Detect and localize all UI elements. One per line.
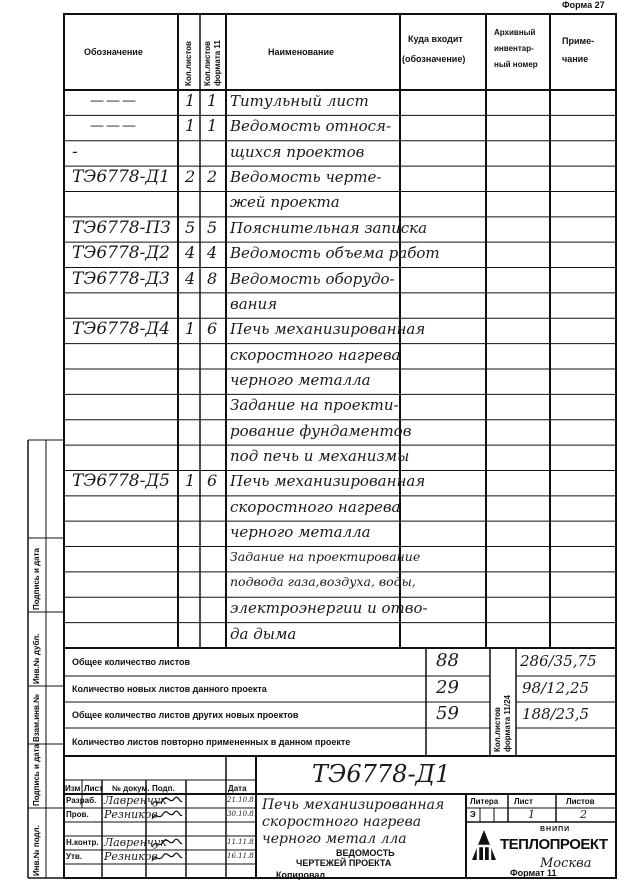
table-row xyxy=(64,572,616,597)
table-row xyxy=(64,445,616,470)
table-row xyxy=(64,293,616,318)
row-name: скоростного нагрева xyxy=(230,345,401,364)
stamp-col-izm: Изм xyxy=(65,784,81,793)
row-sheet-count: 1 xyxy=(185,319,196,339)
stamp-col-list: Лист xyxy=(84,784,103,793)
stamp-city: Москва xyxy=(540,856,592,871)
total-label-reused: Количество листов повторно примененных в данном проекте xyxy=(72,737,351,747)
header-naimenovanie: Наименование xyxy=(268,47,335,57)
row-name: щихся проектов xyxy=(230,142,365,161)
row-sheet-count-11: 2 xyxy=(207,167,218,187)
table-row xyxy=(64,470,616,495)
stamp-role: Пров. xyxy=(66,810,89,819)
row-sheet-count: 2 xyxy=(185,167,196,187)
table-row xyxy=(64,521,616,546)
header-prim-a: Приме- xyxy=(562,36,595,46)
table-row xyxy=(64,166,616,191)
row-sheet-count-11: 6 xyxy=(207,471,218,491)
stamp-date: 16.11.81 xyxy=(227,852,259,860)
row-sheet-count: 1 xyxy=(185,116,196,136)
row-sheet-count-11: 1 xyxy=(207,116,218,136)
teploproekt-logo-icon xyxy=(470,828,498,862)
row-code: ТЭ6778-Д4 xyxy=(72,319,170,340)
row-sheet-count-11: 6 xyxy=(207,319,218,339)
row-name: скоростного нагрева xyxy=(230,497,401,516)
table-row xyxy=(64,623,616,648)
row-code: ТЭ6778-Д5 xyxy=(72,471,170,492)
total-value11-all: 286/35,75 xyxy=(520,652,597,670)
stamp-person-name: Лавренчук xyxy=(104,794,167,807)
row-sheet-count: 1 xyxy=(185,91,196,110)
row-code: ТЭ6778-Д1 xyxy=(72,167,170,188)
kopiroval-label: Копировал xyxy=(276,870,326,880)
totals-side-b: формата 11/24 xyxy=(503,695,512,752)
stamp-person-name: Резников xyxy=(104,850,158,863)
table-row xyxy=(64,242,616,267)
header-arhiv-a: Архивный xyxy=(494,28,536,37)
table-row xyxy=(64,344,616,369)
row-name: Титульный лист xyxy=(230,92,369,110)
table-row xyxy=(64,318,616,343)
stamp-date: 30.10.81 xyxy=(227,810,259,818)
row-sheet-count: 4 xyxy=(185,243,196,263)
total-value-other: 59 xyxy=(436,703,459,724)
total-label-other: Общее количество листов других новых проектов xyxy=(72,710,299,720)
stamp-listov-value: 2 xyxy=(580,808,587,821)
table-row xyxy=(64,394,616,419)
row-name: подвода газа,воздуха, воды, xyxy=(230,573,416,589)
row-code: ——— xyxy=(90,92,138,109)
row-name: Ведомость черте- xyxy=(230,168,382,187)
row-name: да дыма xyxy=(230,624,297,643)
row-name: под печь и механизмы xyxy=(230,447,410,466)
table-row xyxy=(64,141,616,166)
row-name: Ведомость оборудо- xyxy=(230,269,395,288)
stamp-doc-1: ВЕДОМОСТЬ xyxy=(336,848,395,858)
stamp-code: ТЭ6778-Д1 xyxy=(312,760,451,788)
row-code: ТЭ6778-ПЗ xyxy=(72,217,171,238)
stamp-list-label: Лист xyxy=(514,797,533,806)
stamp-litera-value: Э xyxy=(470,810,476,819)
row-sheet-count-11: 5 xyxy=(207,217,218,237)
stamp-person-name: Лавренчук xyxy=(104,836,167,849)
header-kol-listov-11-b: формата 11 xyxy=(213,40,222,86)
row-name: Печь механизированная xyxy=(230,472,426,491)
stamp-date: 11.11.81 xyxy=(227,838,259,846)
stamp-title-3: черного метал лла xyxy=(262,831,407,847)
row-code: ТЭ6778-Д3 xyxy=(72,268,170,289)
row-code: - xyxy=(72,141,78,162)
total-value-new: 29 xyxy=(436,677,459,698)
row-name: черного металла xyxy=(230,371,371,389)
row-sheet-count-11: 4 xyxy=(207,243,218,263)
stamp-list-value: 1 xyxy=(528,808,535,821)
row-name: Задание на проектирование xyxy=(230,548,421,564)
table-row xyxy=(64,217,616,242)
stamp-person-name: Резников xyxy=(104,808,158,821)
signature-icon xyxy=(150,795,184,808)
stamp-col-doc: № докум. xyxy=(112,784,150,793)
stamp-col-podp: Подп. xyxy=(152,784,175,793)
table-row xyxy=(64,597,616,622)
signature-icon xyxy=(150,809,184,822)
stamp-title-1: Печь механизированная xyxy=(262,797,445,813)
side-label-podpis-2: Подпись и дата xyxy=(32,548,41,610)
signature-icon xyxy=(150,837,184,850)
side-label-inv-podl: Инв.№ подл. xyxy=(32,825,41,876)
stamp-role: Утв. xyxy=(66,852,83,861)
stamp-org: ТЕПЛОПРОЕКТ xyxy=(500,836,608,853)
row-code: ——— xyxy=(90,118,138,135)
header-prim-b: чание xyxy=(562,54,589,64)
header-kol-listov-11-a: Кол.листов xyxy=(203,41,212,86)
side-label-vzam-inv: Взам.инв.№ xyxy=(32,693,41,742)
row-name: Ведомость относя- xyxy=(230,117,392,136)
row-name: электроэнергии и отво- xyxy=(230,599,428,618)
table-row xyxy=(64,547,616,572)
table-row xyxy=(64,496,616,521)
forma-label: Форма 27 xyxy=(562,0,605,10)
stamp-role: Разраб. xyxy=(66,796,97,805)
row-name: черного металла xyxy=(230,523,371,542)
total-label-new: Количество новых листов данного проекта xyxy=(72,684,267,694)
stamp-title-2: скоростного нагрева xyxy=(262,814,422,830)
table-row xyxy=(64,268,616,293)
row-name: вания xyxy=(230,294,278,313)
header-kuda-a: Куда входит xyxy=(408,34,463,44)
row-sheet-count-11: 8 xyxy=(207,268,218,288)
stamp-date: 21.10.81 xyxy=(227,796,259,804)
row-name: Ведомость объема работ xyxy=(230,244,440,263)
header-arhiv-b: инвентар- xyxy=(494,44,534,53)
stamp-listov-label: Листов xyxy=(566,797,595,806)
total-value11-other: 188/23,5 xyxy=(522,705,590,723)
row-sheet-count: 5 xyxy=(185,217,196,237)
table-row xyxy=(64,191,616,216)
stamp-litera-label: Литера xyxy=(470,797,499,806)
header-kuda-b: (обозначение) xyxy=(402,54,466,64)
row-name: рование фундаментов xyxy=(230,421,412,440)
header-kol-listov: Кол.листов xyxy=(184,41,193,86)
table-row xyxy=(64,115,616,140)
forma-bottom-label: Формат 11 xyxy=(510,868,557,878)
stamp-col-date: Дата xyxy=(228,784,247,793)
table-row xyxy=(64,420,616,445)
row-sheet-count: 1 xyxy=(185,471,196,491)
totals-side-a: Кол.листов xyxy=(493,707,502,752)
stamp-doc-2: ЧЕРТЕЖЕЙ ПРОЕКТА xyxy=(296,858,392,868)
row-sheet-count: 4 xyxy=(185,268,196,288)
table-row xyxy=(64,90,616,115)
header-arhiv-c: ный номер xyxy=(494,60,538,69)
row-name: Печь механизированная xyxy=(230,320,426,339)
total-value-all: 88 xyxy=(436,650,459,671)
row-name: Пояснительная записка xyxy=(230,218,428,237)
stamp-role: Н.контр. xyxy=(66,838,99,847)
stamp-org-small: ВНИПИ xyxy=(540,826,571,833)
row-name: Задание на проекти- xyxy=(230,396,399,415)
total-value11-new: 98/12,25 xyxy=(522,679,590,697)
table-row xyxy=(64,369,616,394)
row-code: ТЭ6778-Д2 xyxy=(72,243,170,264)
total-label-all: Общее количество листов xyxy=(72,657,191,667)
side-label-podpis-1: Подпись и дата xyxy=(32,744,41,806)
row-name: жей проекта xyxy=(230,193,340,212)
side-label-inv-dubl: Инв.№ дубл. xyxy=(32,633,41,684)
row-sheet-count-11: 1 xyxy=(207,91,218,110)
signature-icon xyxy=(150,851,184,864)
header-oboznachenie: Обозначение xyxy=(84,47,143,57)
